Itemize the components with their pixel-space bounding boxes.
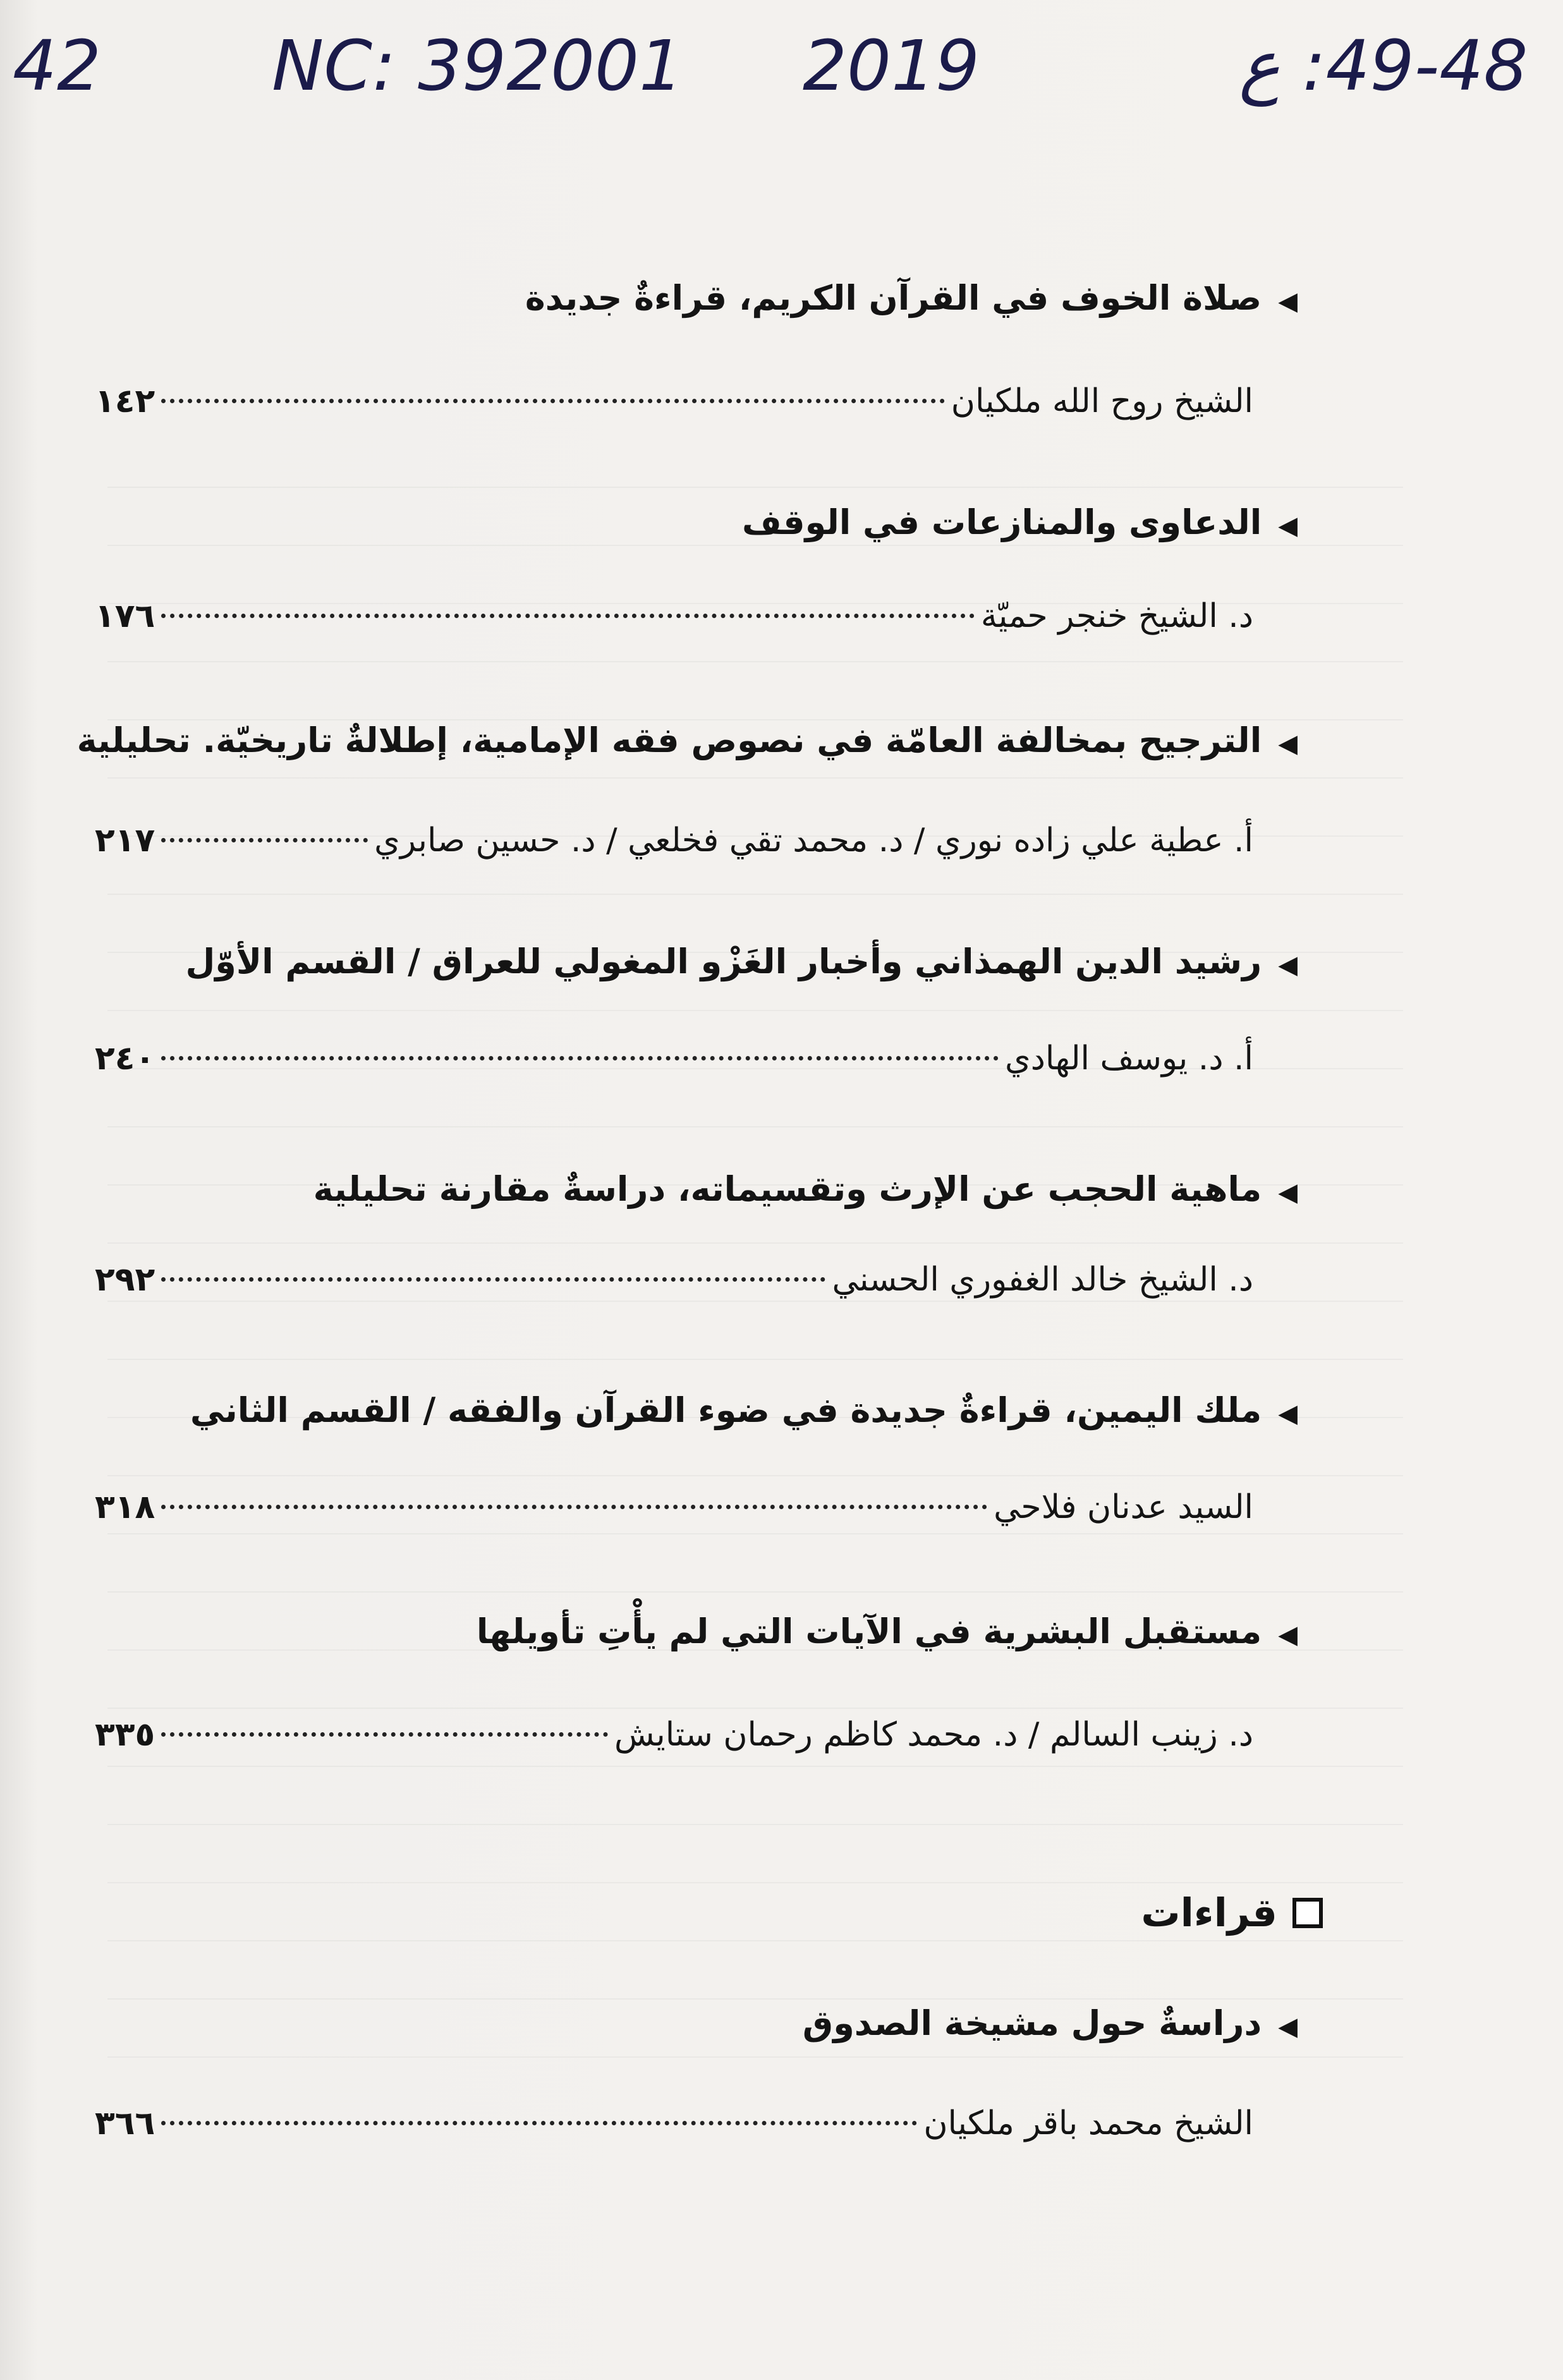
toc-page-number: ٢١٧ bbox=[95, 822, 155, 859]
toc-entry-title: ◀رشيد الدين الهمذاني وأخبار الغَزْو المغولي للعراق / القسم الأوّل bbox=[185, 942, 1298, 981]
toc-entry-title: ◀الدعاوى والمنازعات في الوقف bbox=[741, 502, 1298, 542]
handwritten-right-code: 49-48: ع bbox=[1239, 25, 1528, 106]
toc-entry-author-line bbox=[95, 822, 1253, 859]
toc-page-number: ٣٣٥ bbox=[95, 1716, 155, 1754]
triangle-bullet-icon: ◀ bbox=[1278, 1399, 1298, 1428]
toc-entry-author-line bbox=[95, 1716, 1253, 1754]
toc-entry-title: ◀ملك اليمين، قراءةٌ جديدة في ضوء القرآن والفقه / القسم الثاني bbox=[190, 1390, 1298, 1430]
triangle-bullet-icon: ◀ bbox=[1278, 511, 1298, 540]
toc-author: الشيخ محمد باقر ملكيان bbox=[923, 2104, 1253, 2142]
toc-entry-author-line bbox=[95, 382, 1253, 420]
triangle-bullet-icon: ◀ bbox=[1278, 729, 1298, 758]
toc-entry-title: ◀ماهية الحجب عن الإرث وتقسيماته، دراسةٌ مقارنة تحليلية bbox=[313, 1169, 1298, 1209]
triangle-bullet-icon: ◀ bbox=[1278, 2012, 1298, 2041]
triangle-bullet-icon: ◀ bbox=[1278, 950, 1298, 980]
toc-author: د. الشيخ خنجر حميّة bbox=[980, 597, 1253, 635]
dot-leader bbox=[161, 1732, 608, 1737]
triangle-bullet-icon: ◀ bbox=[1278, 287, 1298, 316]
triangle-bullet-icon: ◀ bbox=[1278, 1620, 1298, 1649]
toc-entry-title: ◀مستقبل البشرية في الآيات التي لم يأْتِ تأويلها bbox=[476, 1612, 1298, 1651]
toc-entry-title: ◀دراسةٌ حول مشيخة الصدوق bbox=[802, 2003, 1298, 2043]
toc-entry-author-line bbox=[95, 1040, 1253, 1078]
dot-leader bbox=[161, 1505, 987, 1509]
bleed-through-text bbox=[107, 442, 1403, 2275]
toc-author: د. زينب السالم / د. محمد كاظم رحمان ستايش bbox=[614, 1716, 1253, 1754]
toc-page-number: ١٤٢ bbox=[95, 382, 155, 420]
triangle-bullet-icon: ◀ bbox=[1278, 1178, 1298, 1207]
toc-entry-author-line bbox=[95, 2104, 1253, 2142]
square-bullet-icon bbox=[1292, 1898, 1323, 1928]
toc-page-number: ٢٤٠ bbox=[95, 1040, 155, 1078]
toc-entry-author-line bbox=[95, 1488, 1253, 1526]
toc-entry-title: ◀الترجيح بمخالفة العامّة في نصوص فقه الإمامية، إطلالةٌ تاريخيّة. تحليلية bbox=[76, 720, 1298, 760]
toc-page-number: ١٧٦ bbox=[95, 597, 155, 635]
toc-author: أ. د. يوسف الهادي bbox=[1005, 1040, 1253, 1078]
toc-entry-author-line bbox=[95, 597, 1253, 635]
toc-entry-title: ◀صلاة الخوف في القرآن الكريم، قراءةٌ جديدة bbox=[525, 278, 1298, 318]
section-heading: قراءات bbox=[1141, 1890, 1323, 1936]
toc-author: السيد عدنان فلاحي bbox=[994, 1488, 1253, 1526]
handwritten-page-number: 42 bbox=[13, 25, 101, 106]
toc-author: الشيخ روح الله ملكيان bbox=[951, 382, 1253, 420]
toc-page-number: ٣٦٦ bbox=[95, 2104, 155, 2142]
dot-leader bbox=[161, 614, 975, 618]
toc-page-number: ٣١٨ bbox=[95, 1488, 155, 1526]
dot-leader bbox=[161, 1056, 999, 1060]
dot-leader bbox=[161, 838, 368, 842]
toc-author: أ. عطية علي زاده نوري / د. محمد تقي فخلعي / د. حسين صابري bbox=[374, 822, 1253, 859]
toc-page-number: ٢٩٢ bbox=[95, 1261, 155, 1299]
handwritten-year: 2019 bbox=[803, 25, 980, 106]
toc-author: د. الشيخ خالد الغفوري الحسني bbox=[832, 1261, 1253, 1299]
dot-leader bbox=[161, 399, 945, 403]
dot-leader bbox=[161, 1277, 825, 1282]
dot-leader bbox=[161, 2121, 917, 2125]
handwritten-code: NC: 392001 bbox=[272, 25, 684, 106]
toc-entry-author-line bbox=[95, 1261, 1253, 1299]
